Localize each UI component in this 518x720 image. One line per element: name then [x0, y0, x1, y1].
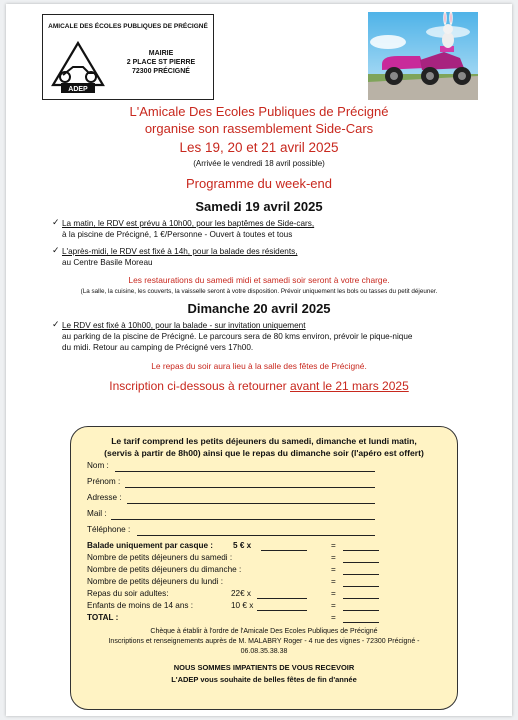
announcement-line1: L'Amicale Des Ecoles Publiques de Précigné [129, 104, 389, 119]
saturday-meals-note: Les restaurations du samedi midi et samedi soir seront à votre charge. [128, 275, 390, 285]
form-intro-line1: Le tarif comprend les petits déjeuners du samedi, dimanche et lundi matin, [111, 436, 417, 446]
saturday-item-2-line1: L'après-midi, le RDV est fixé à 14h, pour la balade des résidents, [62, 247, 298, 256]
adults-label: Repas du soir adultes: [87, 589, 169, 598]
arrival-note: (Arrivée le vendredi 18 avril possible) [193, 159, 325, 168]
sidecar-rabbit-photo [368, 12, 478, 100]
address-block [111, 49, 211, 76]
breakfast-sun-line[interactable] [343, 574, 379, 575]
saturday-item-2-line2: au Centre Basile Moreau [62, 258, 153, 267]
total-line[interactable] [343, 622, 379, 623]
check-mark-icon: ✓ [52, 217, 60, 227]
address-line: 2 PLACE ST PIERRE [126, 59, 196, 66]
field-label-mail: Mail : [87, 509, 107, 518]
saturday-room-note: (La salle, la cuisine, les couverts, la vaisselle seront à votre disposition. Prévoir uniquement les bols ou tasses du petit déjeuner. [80, 288, 438, 295]
registration-form [70, 426, 458, 710]
announcement-line2: organise son rassemblement Side-Cars [144, 121, 374, 136]
balade-qty-line[interactable] [261, 550, 307, 551]
saturday-item-1-line1: La matin, le RDV est prévu à 10h00, pour les baptêmes de Side-cars, [62, 219, 315, 228]
sunday-title: Dimanche 20 avril 2025 [187, 301, 331, 316]
contact-line1: Inscriptions et renseignements auprès de M. MALABRY Roger - 4 rue des vignes - 72300 Précigné - [108, 638, 420, 645]
equals-sign: = [331, 541, 336, 550]
saturday-item-1 [62, 218, 482, 240]
breakfast-sat-line[interactable] [343, 562, 379, 563]
breakfast-mon-label: Nombre de petits déjeuners du lundi : [87, 577, 224, 586]
sunday-item-1 [62, 320, 482, 353]
sunday-item-1-line1: Le RDV est fixé à 10h00, pour la balade - sur invitation uniquement [62, 321, 306, 330]
balade-total-line[interactable] [343, 550, 379, 551]
header-box [42, 14, 214, 100]
adults-price: 22€ x [231, 589, 252, 598]
adults-total-line[interactable] [343, 598, 379, 599]
kids-label: Enfants de moins de 14 ans : [87, 601, 194, 610]
equals-sign: = [331, 613, 336, 622]
saturday-title: Samedi 19 avril 2025 [195, 199, 323, 214]
adults-qty-line[interactable] [257, 598, 307, 599]
sunday-dinner-note: Le repas du soir aura lieu à la salle des fêtes de Précigné. [151, 361, 367, 371]
field-label-telephone: Téléphone : [87, 525, 131, 534]
cheque-note: Chèque à établir à l'ordre de l'Amicale Des Ecoles Publiques de Précigné [150, 628, 378, 635]
contact-line2: 06.08.35.38.38 [240, 648, 288, 655]
form-intro-line2: (servis à partir de 8h00) ainsi que le repas du dimanche soir (l'apéro est offert) [104, 448, 424, 458]
logo-text: ADEP [68, 86, 88, 93]
kids-price: 10 € x [231, 601, 254, 610]
equals-sign: = [331, 553, 336, 562]
field-line-adresse[interactable] [127, 503, 375, 504]
total-label: TOTAL : [87, 613, 119, 622]
equals-sign: = [331, 589, 336, 598]
balade-label: Balade uniquement par casque : [87, 541, 214, 550]
form-intro [71, 435, 457, 459]
program-title: Programme du week-end [186, 176, 332, 191]
field-line-mail[interactable] [111, 519, 375, 520]
address-line: 72300 PRÉCIGNÉ [132, 68, 190, 75]
kids-qty-line[interactable] [257, 610, 307, 611]
equals-sign: = [331, 577, 336, 586]
breakfast-sun-label: Nombre de petits déjeuners du dimanche : [87, 565, 242, 574]
field-line-prenom[interactable] [125, 487, 375, 488]
closing-line1: NOUS SOMMES IMPATIENTS DE VOUS RECEVOIR [173, 663, 355, 672]
field-label-adresse: Adresse : [87, 493, 122, 502]
check-mark-icon: ✓ [52, 319, 60, 329]
breakfast-mon-line[interactable] [343, 586, 379, 587]
saturday-item-2 [62, 246, 482, 268]
field-label-nom: Nom : [87, 461, 109, 470]
equals-sign: = [331, 601, 336, 610]
kids-total-line[interactable] [343, 610, 379, 611]
poster-page [6, 4, 512, 716]
address-line: MAIRIE [148, 50, 174, 57]
field-line-telephone[interactable] [137, 535, 375, 536]
motorcycle-logo-icon [49, 39, 107, 95]
equals-sign: = [331, 565, 336, 574]
field-label-prenom: Prénom : [87, 477, 121, 486]
breakfast-sat-label: Nombre de petits déjeuners du samedi : [87, 553, 233, 562]
field-line-nom[interactable] [115, 471, 375, 472]
registration-line [6, 379, 512, 393]
closing-line2: L'ADEP vous souhaite de belles fêtes de fin d'année [171, 675, 357, 684]
event-dates: Les 19, 20 et 21 avril 2025 [179, 140, 339, 155]
sunday-item-1-line3: du midi. Retour au camping de Précigné vers 17h00. [62, 343, 254, 352]
sunday-item-1-line2: au parking de la piscine de Précigné. Le parcours sera de 80 kms environ, prévoir le pique-nique [62, 332, 413, 341]
org-title: AMICALE DES ÉCOLES PUBLIQUES DE PRÉCIGNÉ [48, 23, 208, 30]
check-mark-icon: ✓ [52, 245, 60, 255]
balade-price: 5 € x [233, 541, 252, 550]
saturday-item-1-line2: à la piscine de Précigné, 1 €/Personne - Ouvert à toutes et tous [62, 230, 293, 239]
registration-deadline: avant le 21 mars 2025 [290, 379, 409, 393]
registration-text: Inscription ci-dessous à retourner [109, 379, 287, 393]
